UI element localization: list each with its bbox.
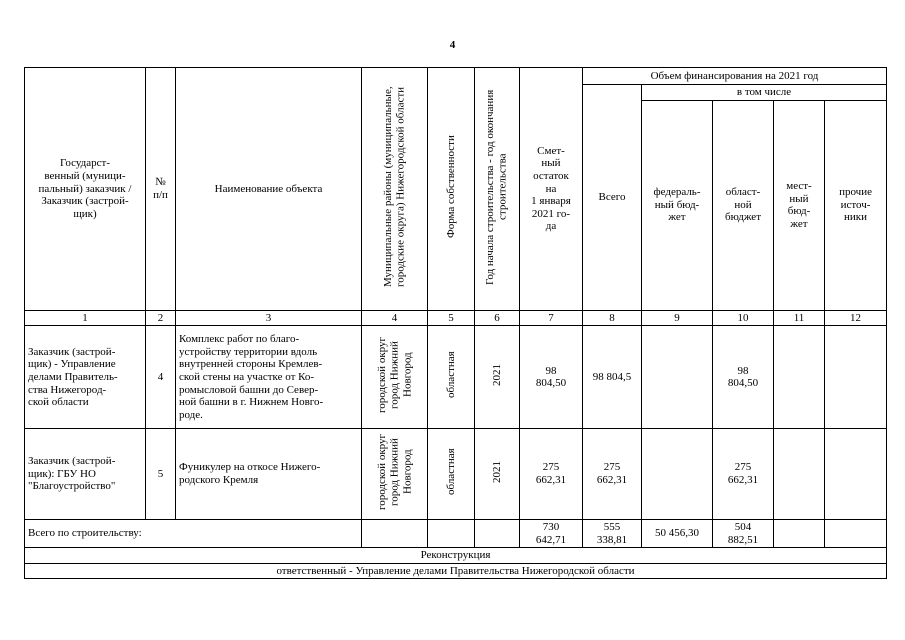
- header-years: Год начала строительства - год окончания строительства: [475, 68, 520, 311]
- column-number: 3: [176, 310, 362, 326]
- row-local: [774, 429, 825, 520]
- totals-local: [774, 519, 825, 547]
- header-customer: Государст- венный (муници- пальный) заказчик / Заказчик (застрой- щик): [25, 68, 146, 311]
- column-number: 10: [713, 310, 774, 326]
- totals-estimate: 730 642,71: [520, 519, 583, 547]
- totals-total: 555 338,81: [583, 519, 642, 547]
- totals-label: Всего по строительству:: [25, 519, 362, 547]
- row-ownership: областная: [428, 429, 475, 520]
- totals-row: [25, 519, 887, 547]
- totals-regional: 504 882,51: [713, 519, 774, 547]
- totals-empty-cell: [475, 519, 520, 547]
- column-number: 8: [583, 310, 642, 326]
- header-districts: Муниципальные районы (муниципальные, городские округа) Нижегородской области: [362, 68, 428, 311]
- row-ownership: областная: [428, 326, 475, 429]
- header-estimate: Смет- ный остаток на 1 января 2021 го- да: [520, 68, 583, 311]
- row-num: 4: [146, 326, 176, 429]
- row-estimate: 98 804,50: [520, 326, 583, 429]
- header-ownership: Форма собственности: [428, 68, 475, 311]
- row-local: [774, 326, 825, 429]
- row-num: 5: [146, 429, 176, 520]
- column-number: 9: [642, 310, 713, 326]
- column-number: 1: [25, 310, 146, 326]
- header-num: № п/п: [146, 68, 176, 311]
- row-federal: [642, 429, 713, 520]
- section-responsible: ответственный - Управление делами Правительства Нижегородской области: [25, 563, 887, 579]
- row-total: 98 804,5: [583, 326, 642, 429]
- financing-table: [24, 67, 887, 579]
- row-district: городской округ город Нижний Новгород: [362, 429, 428, 520]
- header-total: Всего: [583, 85, 642, 311]
- row-regional: 98 804,50: [713, 326, 774, 429]
- section-title: Реконструкция: [25, 548, 887, 564]
- column-number: 11: [774, 310, 825, 326]
- header-other: прочие источ- ники: [825, 100, 887, 310]
- totals-empty-cell: [428, 519, 475, 547]
- row-total: 275 662,31: [583, 429, 642, 520]
- totals-other: [825, 519, 887, 547]
- row-district: городской округ город Нижний Новгород: [362, 326, 428, 429]
- totals-empty-cell: [362, 519, 428, 547]
- row-year: 2021: [475, 429, 520, 520]
- row-regional: 275 662,31: [713, 429, 774, 520]
- header-federal: федераль- ный бюд- жет: [642, 100, 713, 310]
- totals-federal: 50 456,30: [642, 519, 713, 547]
- header-regional: област- ной бюджет: [713, 100, 774, 310]
- header-local: мест- ный бюд- жет: [774, 100, 825, 310]
- header-object-name: Наименование объекта: [176, 68, 362, 311]
- row-customer: Заказчик (застрой- щик) - Управление делами Правитель- ства Нижегород- ской области: [25, 326, 146, 429]
- header-including: в том числе: [642, 85, 887, 101]
- column-number: 2: [146, 310, 176, 326]
- row-customer: Заказчик (застрой- щик): ГБУ НО "Благоустройство": [25, 429, 146, 520]
- table-row: [25, 429, 887, 520]
- row-year: 2021: [475, 326, 520, 429]
- row-object-name: Комплекс работ по благо- устройству территории вдоль внутренней стороны Кремлев- ской стены на участке от Ко- ромысловой башни до Север- ной башни в г. Нижнем Новго- роде.: [176, 326, 362, 429]
- row-estimate: 275 662,31: [520, 429, 583, 520]
- column-number: 6: [475, 310, 520, 326]
- page-number: 4: [449, 39, 456, 51]
- column-number: 12: [825, 310, 887, 326]
- header-funding-group: Объем финансирования на 2021 год: [583, 68, 887, 85]
- row-other: [825, 326, 887, 429]
- row-other: [825, 429, 887, 520]
- column-numbers-row: [25, 310, 887, 326]
- column-number: 5: [428, 310, 475, 326]
- table-row: [25, 326, 887, 429]
- column-number: 4: [362, 310, 428, 326]
- row-federal: [642, 326, 713, 429]
- row-object-name: Фуникулер на откосе Нижего- родского Кремля: [176, 429, 362, 520]
- column-number: 7: [520, 310, 583, 326]
